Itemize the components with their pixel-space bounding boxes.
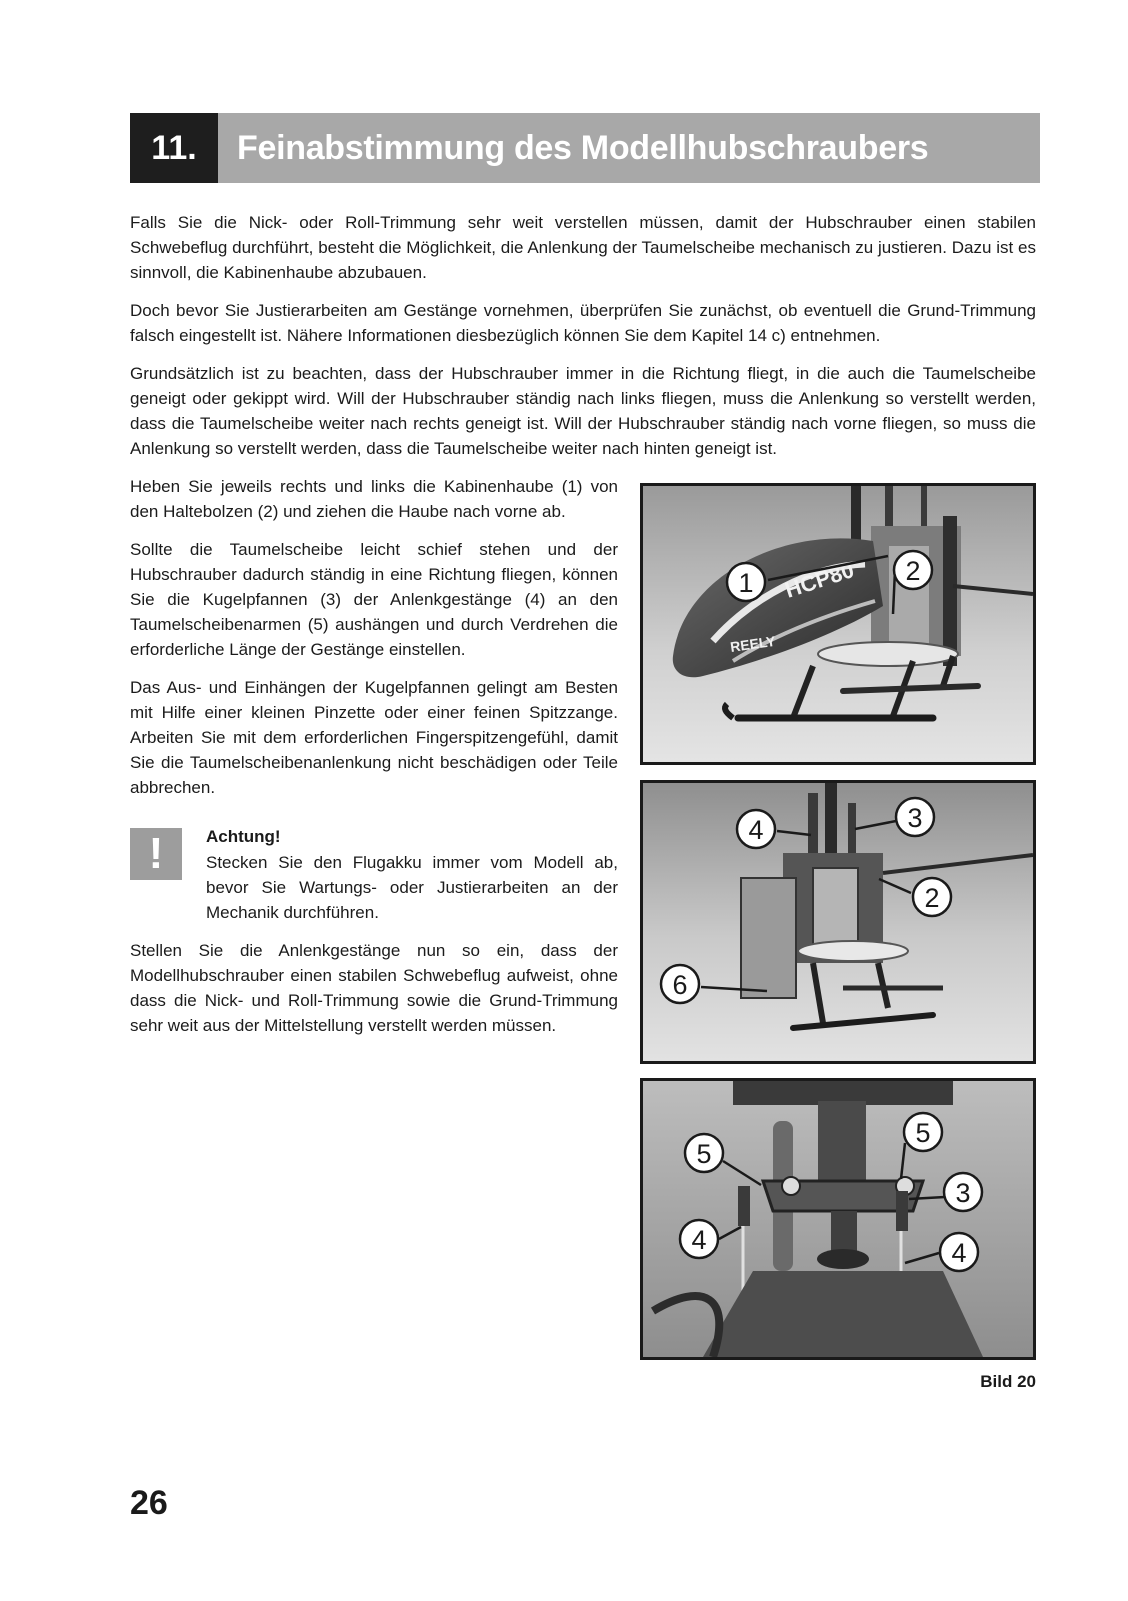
svg-text:4: 4 [691, 1225, 707, 1255]
page-number: 26 [130, 1484, 168, 1522]
callout-swash-arm-left [685, 1134, 723, 1172]
callout-ball-link [896, 798, 934, 836]
paragraph-direction: Grundsätzlich ist zu beachten, dass der Hubschrauber immer in die Richtung fliegt, in die auch die Taumelscheibe geneigt oder gekippt wird. Will der Hubschrauber ständig nach links fliegen, muss die Anlenkung so verstellt werden, dass die Taumelscheibe weiter nach rechts geneigt ist. Will der Hubschrauber ständig nach vorne fliegen, so muss die Anlenkung so verstellt werden, dass die Taumelscheibe weiter nach hinten geneigt ist. [130, 364, 1036, 458]
paragraph-ball-links: Das Aus- und Einhängen der Kugelpfannen gelingt am Besten mit Hilfe einer kleinen Pinzette oder einer feinen Spitzzange. Arbeiten Sie mit dem erforderlichen Fingerspitzengefühl, damit Sie die Taumelscheibenanlenkung nicht beschädigen oder Teile abbrechen. [130, 678, 618, 797]
section-number: 11. [130, 113, 218, 183]
canopy-brand-label: REELY [729, 632, 777, 655]
warning-title: Achtung! [206, 827, 281, 846]
paragraph-canopy: Heben Sie jeweils rechts und links die Kabinenhaube (1) von den Haltebolzen (2) und ziehen die Haube nach vorne ab. [130, 477, 618, 521]
callout-swash-arm-right [904, 1113, 942, 1151]
svg-text:4: 4 [748, 815, 764, 845]
paragraph-check-trim: Doch bevor Sie Justierarbeiten am Gestänge vornehmen, überprüfen Sie zunächst, ob eventuell die Grund-Trimmung falsch eingestellt ist. Nähere Informationen diesbezüglich können Sie dem Kapitel 14 c) entnehmen. [130, 301, 1036, 345]
paragraph-swashplate: Sollte die Taumelscheibe leicht schief stehen und der Hubschrauber dadurch ständig in eine Richtung fliegen, können Sie die Kugelpfannen (3) der Anlenkgestänge (4) an den Taumelscheibenarmen (5) aushängen und durch Verdrehen die erforderliche Länge der Gestänge einstellen. [130, 540, 618, 659]
svg-text:5: 5 [696, 1139, 712, 1169]
paragraph-final-adjust: Stellen Sie die Anlenkgestänge nun so ein, dass der Modellhubschrauber einen stabilen Schwebeflug aufweist, ohne dass die Nick- und Roll-Trimmung sowie die Grund-Trimmung sehr weit aus der Mittelstellung verstellt werden müssen. [130, 941, 618, 1035]
svg-text:5: 5 [915, 1118, 931, 1148]
callout-bolt [913, 878, 951, 916]
photo-swashplate-closeup [640, 1078, 1036, 1360]
paragraph-intro: Falls Sie die Nick- oder Roll-Trimmung sehr weit verstellen müssen, damit der Hubschrauber einen stabilen Schwebeflug durchführt, besteht die Möglichkeit, die Anlenkung der Taumelscheibe mechanisch zu justieren. Dazu ist es sinnvoll, die Kabinenhaube abzubauen. [130, 213, 1036, 282]
svg-text:2: 2 [924, 883, 940, 913]
svg-text:4: 4 [951, 1238, 967, 1268]
section-title: Feinabstimmung des Modellhubschraubers [237, 129, 929, 167]
callout-linkage-rod [737, 810, 775, 848]
section-header [130, 113, 1040, 183]
svg-text:6: 6 [672, 970, 688, 1000]
warning-text: Stecken Sie den Flugakku immer vom Modell ab, bevor Sie Wartungs- oder Justierarbeiten an der Mechanik durchführen. [206, 853, 618, 922]
callout-electronics [661, 965, 699, 1003]
svg-text:3: 3 [907, 803, 923, 833]
callout-canopy [727, 563, 765, 601]
callout-ball-link-right [944, 1173, 982, 1211]
photo-helicopter-canopy [640, 483, 1036, 765]
svg-text:3: 3 [955, 1178, 971, 1208]
canopy-model-label: HCP80 [781, 557, 857, 603]
callout-holding-bolt [894, 551, 932, 589]
photo-helicopter-mechanics [640, 780, 1036, 1064]
callout-rod-right [940, 1233, 978, 1271]
warning-icon: ! [130, 828, 182, 880]
figure-caption: Bild 20 [980, 1372, 1036, 1391]
svg-text:2: 2 [905, 556, 921, 586]
svg-text:1: 1 [738, 568, 754, 598]
callout-rod-left [680, 1220, 718, 1258]
